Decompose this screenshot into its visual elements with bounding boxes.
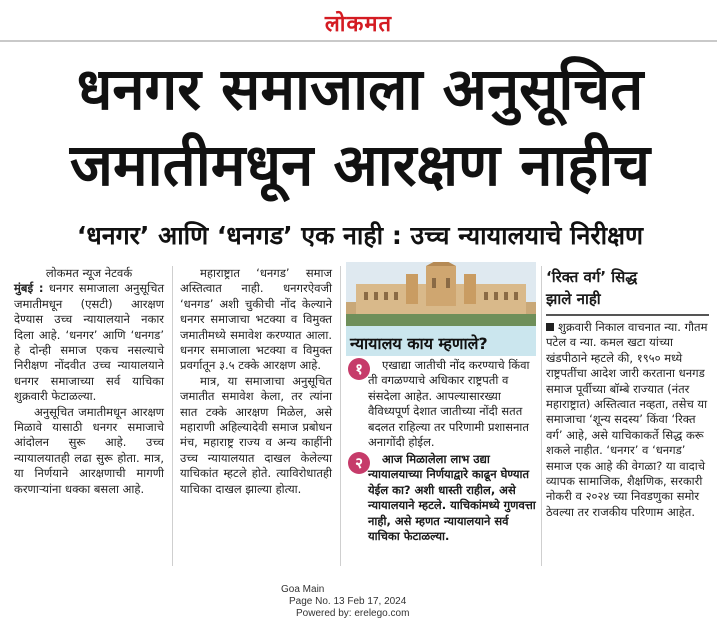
sidebar-heading-line: झाले नाही	[546, 290, 601, 308]
article-column-1	[14, 266, 164, 497]
court-point	[346, 452, 538, 552]
sidebar-text: शुक्रवारी निकाल वाचनात न्या. गौतम पटेल व न्या. कमल खटा यांच्या खंडपीठाने म्हटले की, १९५० मध्ये राष्ट्रपतींचा आदेश जारी करताना धनगड समाज पूर्वीच्या बॉम्बे राज्यात (नंतर महाराष्ट्रात) अस्तित्वात नव्हता, तसेच या समाजाचा ‘शून्य सदस्य’ किंवा ‘रिक्त वर्ग’ आहे, असे याचिकाकर्ते सिद्ध करू शकले नाहीत. ‘धनगर’ व ‘धनगड’ समाज एक आहे की वेगळा? या वादाचे व्यापक सामाजिक, शैक्षणिक, सरकारी नोकरी व २०२४ च्या निवडणुका समोर ठेवल्या तर राजकीय परिणाम आहेत.	[546, 320, 708, 519]
sidebar-heading	[546, 266, 706, 310]
edition-label: Goa Main	[281, 584, 325, 595]
point-number: १	[348, 358, 370, 380]
high-court-building-image	[346, 262, 536, 326]
sidebar-rule	[546, 314, 709, 316]
byline: लोकमत न्यूज नेटवर्क	[45, 266, 133, 280]
column-divider	[541, 266, 542, 566]
dateline: मुंबई :	[14, 281, 44, 296]
point-text: एखाद्या जातीची नोंद करण्याचे किंवा ती वगळण्याचे अधिकार राष्ट्रपती व संसदेला आहेत. आपल्यासारख्या वैविध्यपूर्ण देशात जातीच्या नोंदी सतत बदलत राहिल्या तर परिणामी प्रशासनात अनागोंदी होईल.	[368, 358, 530, 450]
building-illustration	[346, 262, 536, 326]
powered-by: Powered by: erelego.com	[296, 608, 410, 619]
headline-line-1: धनगर समाजाला अनुसूचित	[76, 55, 644, 123]
column-divider	[340, 266, 341, 566]
masthead	[0, 0, 717, 44]
page-info: Page No. 13 Feb 17, 2024	[289, 596, 407, 607]
sidebar-heading-line: ‘रिक्त वर्ग’ सिद्ध	[546, 268, 638, 286]
paragraph: महाराष्ट्रात ‘धनगड’ समाज अस्तित्वात नाही. धनगरऐवजी ‘धनगड’ अशी चुकीची नोंद केल्याने धनगर समाजाचा भटक्या व विमुक्त जमातीमध्ये समावेश करण्यात आला. धनगर समाजाला भटक्या व विमुक्त प्रवर्गातून ३.५ टक्के आरक्षण आहे.	[180, 266, 332, 373]
headline-line-2: जमातीमधून आरक्षण नाहीच	[69, 131, 651, 199]
point-text: आज मिळालेला लाभ उद्या न्यायालयाच्या निर्णयाद्वारे काढून घेण्यात येईल का? अशी धास्ती राहील, असे न्यायालयाने म्हटले. याचिकांमध्ये गुणवत्ता नाही, असे म्हणत न्यायालयाने सर्व याचिका फेटाळल्या.	[368, 452, 536, 544]
court-point	[346, 358, 538, 458]
paragraph: अनुसूचित जमातीमधून आरक्षण मिळावे यासाठी धनगर समाजाचे आंदोलन सुरू आहे. उच्च न्यायालयातही लढा सुरू होता. मात्र, या निर्णयाने आरक्षणाची मागणी करणाऱ्यांना धक्का बसला आहे.	[14, 404, 164, 496]
subheadline: ‘धनगर’ आणि ‘धनगड’ एक नाही : उच्च न्यायालयाचे निरीक्षण	[76, 221, 644, 250]
column-divider	[172, 266, 173, 566]
sidebar-text-block	[546, 320, 710, 520]
paragraph: मात्र, या समाजाचा अनुसूचित जमातीत समावेश केला, तर त्यांना सात टक्के आरक्षण मिळेल, असे महाराणी अहिल्यादेवी समाज प्रबोधन मंच, महाराष्ट्र राज्य व अन्य काहींनी उच्च न्यायालयात दाखल केलेल्या याचिकांत म्हटले होते. त्याविरोधातही याचिका दाखल झाल्या होत्या.	[180, 373, 332, 496]
masthead-rule	[0, 40, 717, 42]
paragraph	[14, 281, 164, 404]
bullet-square-icon	[546, 323, 554, 331]
point-number: २	[348, 452, 370, 474]
court-box-heading: न्यायालय काय म्हणाले?	[346, 326, 536, 356]
paragraph-text: धनगर समाजाला अनुसूचित जमातीमधून (एसटी) आरक्षण देण्यास उच्च न्यायालयाने नकार दिला आहे. ‘धनगर’ आणि ‘धनगड’ हे दोन्ही समाज एकच नसल्याचे निरीक्षण नोंदवीत उच्च न्यायालयाने धनगर समाजाच्या सर्व याचिका शुक्रवारी फेटाळल्या.	[14, 281, 164, 404]
newspaper-logo: लोकमत	[324, 11, 393, 37]
article-column-2	[180, 266, 332, 497]
